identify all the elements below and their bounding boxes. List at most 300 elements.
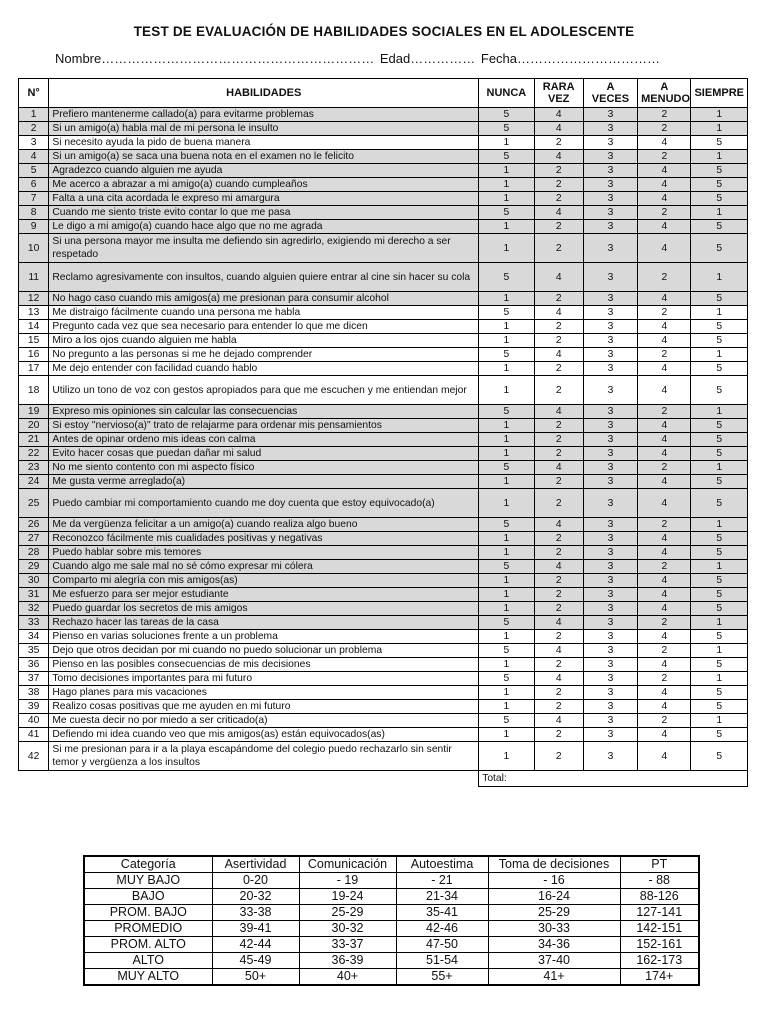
score-category: BAJO	[84, 889, 212, 905]
score-siempre[interactable]: 5	[691, 728, 748, 742]
score-siempre[interactable]: 5	[691, 447, 748, 461]
score-a-menudo[interactable]: 4	[638, 376, 691, 405]
row-number: 4	[19, 150, 49, 164]
score-a-veces[interactable]: 3	[583, 742, 637, 771]
score-range: 50+	[212, 969, 299, 986]
score-siempre[interactable]: 1	[691, 518, 748, 532]
score-a-menudo[interactable]: 4	[638, 700, 691, 714]
score-a-menudo[interactable]: 2	[638, 405, 691, 419]
skill-text: Prefiero mantenerme callado(a) para evitarme problemas	[49, 108, 479, 122]
skill-text: Si un amigo(a) se saca una buena nota en el examen no le felicito	[49, 150, 479, 164]
score-nunca[interactable]: 1	[479, 376, 534, 405]
row-number: 3	[19, 136, 49, 150]
score-row	[84, 921, 699, 937]
score-nunca[interactable]: 1	[479, 320, 534, 334]
score-siempre[interactable]: 5	[691, 489, 748, 518]
score-rara-vez[interactable]: 2	[534, 376, 583, 405]
score-a-menudo[interactable]: 4	[638, 686, 691, 700]
score-nunca[interactable]: 1	[479, 334, 534, 348]
table-row	[19, 616, 748, 630]
score-siempre[interactable]: 1	[691, 150, 748, 164]
score-rara-vez[interactable]: 2	[534, 136, 583, 150]
skill-text: Si me presionan para ir a la playa escapándome del colegio puedo rechazarlo sin sentir temor y vergüenza a los insultos	[49, 742, 479, 771]
score-a-menudo[interactable]: 4	[638, 419, 691, 433]
score-siempre[interactable]: 1	[691, 206, 748, 220]
skill-text: Pienso en varias soluciones frente a un problema	[49, 630, 479, 644]
score-a-veces[interactable]: 3	[583, 447, 637, 461]
score-a-menudo[interactable]: 4	[638, 178, 691, 192]
table-row	[19, 546, 748, 560]
score-rara-vez[interactable]: 2	[534, 742, 583, 771]
score-siempre[interactable]: 1	[691, 560, 748, 574]
score-a-menudo[interactable]: 4	[638, 602, 691, 616]
skill-text: Defiendo mi idea cuando veo que mis amigos(as) están equivocados(as)	[49, 728, 479, 742]
score-siempre[interactable]: 5	[691, 136, 748, 150]
row-number: 26	[19, 518, 49, 532]
score-a-menudo[interactable]: 4	[638, 136, 691, 150]
score-a-menudo[interactable]: 4	[638, 588, 691, 602]
score-a-menudo[interactable]: 4	[638, 742, 691, 771]
score-row	[84, 969, 699, 986]
score-a-veces[interactable]: 3	[583, 532, 637, 546]
score-rara-vez[interactable]: 2	[534, 447, 583, 461]
score-a-menudo[interactable]: 4	[638, 489, 691, 518]
score-range: 42-46	[396, 921, 488, 937]
score-a-menudo[interactable]: 2	[638, 348, 691, 362]
score-a-menudo[interactable]: 2	[638, 122, 691, 136]
score-nunca[interactable]: 1	[479, 475, 534, 489]
score-nunca[interactable]: 1	[479, 192, 534, 206]
table-row	[19, 405, 748, 419]
score-a-veces[interactable]: 3	[583, 164, 637, 178]
score-a-menudo[interactable]: 4	[638, 220, 691, 234]
score-a-veces[interactable]: 3	[583, 588, 637, 602]
table-row	[19, 122, 748, 136]
fecha-field[interactable]: Fecha……………………………	[480, 51, 661, 66]
score-siempre[interactable]: 1	[691, 461, 748, 475]
skill-text: Hago planes para mis vacaciones	[49, 686, 479, 700]
score-siempre[interactable]: 5	[691, 362, 748, 376]
score-range: - 19	[299, 873, 396, 889]
score-siempre[interactable]: 5	[691, 292, 748, 306]
score-rara-vez[interactable]: 4	[534, 560, 583, 574]
score-range: 162-173	[620, 953, 699, 969]
score-rara-vez[interactable]: 4	[534, 461, 583, 475]
score-rara-vez[interactable]: 2	[534, 334, 583, 348]
row-number: 24	[19, 475, 49, 489]
table-row	[19, 714, 748, 728]
score-nunca[interactable]: 1	[479, 686, 534, 700]
score-a-menudo[interactable]: 2	[638, 306, 691, 320]
score-a-veces[interactable]: 3	[583, 334, 637, 348]
score-a-menudo[interactable]: 4	[638, 574, 691, 588]
score-nunca[interactable]: 5	[479, 348, 534, 362]
table-row	[19, 658, 748, 672]
score-nunca[interactable]: 1	[479, 234, 534, 263]
score-siempre[interactable]: 5	[691, 546, 748, 560]
score-a-veces[interactable]: 3	[583, 108, 637, 122]
score-siempre[interactable]: 5	[691, 602, 748, 616]
score-a-veces[interactable]: 3	[583, 320, 637, 334]
score-rara-vez[interactable]: 2	[534, 164, 583, 178]
score-a-veces[interactable]: 3	[583, 630, 637, 644]
score-rara-vez[interactable]: 2	[534, 602, 583, 616]
score-rara-vez[interactable]: 2	[534, 700, 583, 714]
score-a-menudo[interactable]: 2	[638, 150, 691, 164]
score-nunca[interactable]: 1	[479, 433, 534, 447]
score-range: 39-41	[212, 921, 299, 937]
score-a-menudo[interactable]: 2	[638, 108, 691, 122]
score-nunca[interactable]: 1	[479, 630, 534, 644]
score-rara-vez[interactable]: 4	[534, 150, 583, 164]
score-a-menudo[interactable]: 2	[638, 263, 691, 292]
score-a-veces[interactable]: 3	[583, 574, 637, 588]
score-nunca[interactable]: 5	[479, 461, 534, 475]
score-nunca[interactable]: 5	[479, 122, 534, 136]
score-siempre[interactable]: 5	[691, 334, 748, 348]
score-nunca[interactable]: 5	[479, 150, 534, 164]
score-rara-vez[interactable]: 2	[534, 320, 583, 334]
score-range: 51-54	[396, 953, 488, 969]
score-a-veces[interactable]: 3	[583, 602, 637, 616]
score-a-veces[interactable]: 3	[583, 362, 637, 376]
score-nunca[interactable]: 5	[479, 560, 534, 574]
score-range: 40+	[299, 969, 396, 986]
score-a-veces[interactable]: 3	[583, 220, 637, 234]
score-category: MUY BAJO	[84, 873, 212, 889]
score-range: 19-24	[299, 889, 396, 905]
score-rara-vez[interactable]: 2	[534, 588, 583, 602]
table-row	[19, 306, 748, 320]
score-siempre[interactable]: 5	[691, 220, 748, 234]
row-number: 28	[19, 546, 49, 560]
score-siempre[interactable]: 5	[691, 700, 748, 714]
score-rara-vez[interactable]: 4	[534, 405, 583, 419]
skill-text: Utilizo un tono de voz con gestos apropiados para que me escuchen y me entiendan mejor	[49, 376, 479, 405]
score-a-veces[interactable]: 3	[583, 644, 637, 658]
score-a-veces[interactable]: 3	[583, 728, 637, 742]
score-range: 36-39	[299, 953, 396, 969]
row-number: 10	[19, 234, 49, 263]
score-nunca[interactable]: 1	[479, 602, 534, 616]
skill-text: Puedo hablar sobre mis temores	[49, 546, 479, 560]
score-a-veces[interactable]: 3	[583, 672, 637, 686]
score-range: 34-36	[488, 937, 620, 953]
score-siempre[interactable]: 5	[691, 164, 748, 178]
score-a-veces[interactable]: 3	[583, 405, 637, 419]
table-row	[19, 348, 748, 362]
score-a-veces[interactable]: 3	[583, 461, 637, 475]
score-a-veces[interactable]: 3	[583, 348, 637, 362]
score-a-veces[interactable]: 3	[583, 616, 637, 630]
score-siempre[interactable]: 5	[691, 475, 748, 489]
score-siempre[interactable]: 5	[691, 686, 748, 700]
skill-text: Falta a una cita acordada le expreso mi amargura	[49, 192, 479, 206]
score-a-veces[interactable]: 3	[583, 136, 637, 150]
score-rara-vez[interactable]: 2	[534, 178, 583, 192]
score-siempre[interactable]: 1	[691, 672, 748, 686]
score-siempre[interactable]: 5	[691, 588, 748, 602]
score-nunca[interactable]: 1	[479, 546, 534, 560]
skill-text: Evito hacer cosas que puedan dañar mi salud	[49, 447, 479, 461]
score-rara-vez[interactable]: 2	[534, 475, 583, 489]
score-a-menudo[interactable]: 4	[638, 433, 691, 447]
score-a-veces[interactable]: 3	[583, 518, 637, 532]
row-number: 2	[19, 122, 49, 136]
score-range: 127-141	[620, 905, 699, 921]
score-category: PROMEDIO	[84, 921, 212, 937]
score-rara-vez[interactable]: 2	[534, 419, 583, 433]
score-nunca[interactable]: 1	[479, 588, 534, 602]
score-range: 25-29	[488, 905, 620, 921]
score-siempre[interactable]: 1	[691, 714, 748, 728]
score-row	[84, 905, 699, 921]
score-nunca[interactable]: 5	[479, 263, 534, 292]
score-rara-vez[interactable]: 2	[534, 574, 583, 588]
score-nunca[interactable]: 1	[479, 164, 534, 178]
score-a-veces[interactable]: 3	[583, 560, 637, 574]
score-range: - 16	[488, 873, 620, 889]
score-nunca[interactable]: 1	[479, 658, 534, 672]
score-a-veces[interactable]: 3	[583, 178, 637, 192]
score-nunca[interactable]: 1	[479, 532, 534, 546]
score-a-menudo[interactable]: 4	[638, 334, 691, 348]
score-rara-vez[interactable]: 2	[534, 658, 583, 672]
row-number: 6	[19, 178, 49, 192]
score-a-veces[interactable]: 3	[583, 122, 637, 136]
score-siempre[interactable]: 5	[691, 532, 748, 546]
table-row	[19, 192, 748, 206]
score-rara-vez[interactable]: 4	[534, 518, 583, 532]
score-a-menudo[interactable]: 2	[638, 461, 691, 475]
score-a-veces[interactable]: 3	[583, 658, 637, 672]
nombre-field[interactable]: Nombre………………………………………………………	[55, 51, 375, 66]
edad-field[interactable]: Edad……………	[379, 51, 476, 66]
score-a-veces[interactable]: 3	[583, 419, 637, 433]
score-header-categoria: Categoría	[84, 856, 212, 873]
score-a-menudo[interactable]: 4	[638, 164, 691, 178]
score-a-menudo[interactable]: 2	[638, 560, 691, 574]
score-rara-vez[interactable]: 2	[534, 728, 583, 742]
score-a-veces[interactable]: 3	[583, 700, 637, 714]
score-a-veces[interactable]: 3	[583, 433, 637, 447]
score-header-toma-decisiones: Toma de decisiones	[488, 856, 620, 873]
score-nunca[interactable]: 1	[479, 489, 534, 518]
score-siempre[interactable]: 5	[691, 742, 748, 771]
score-range: 33-37	[299, 937, 396, 953]
score-a-menudo[interactable]: 2	[638, 714, 691, 728]
score-nunca[interactable]: 5	[479, 405, 534, 419]
score-rara-vez[interactable]: 4	[534, 263, 583, 292]
score-nunca[interactable]: 5	[479, 616, 534, 630]
score-a-veces[interactable]: 3	[583, 306, 637, 320]
score-nunca[interactable]: 1	[479, 742, 534, 771]
score-a-menudo[interactable]: 2	[638, 672, 691, 686]
score-a-menudo[interactable]: 2	[638, 616, 691, 630]
score-range: - 21	[396, 873, 488, 889]
row-number: 33	[19, 616, 49, 630]
score-range: 47-50	[396, 937, 488, 953]
score-siempre[interactable]: 1	[691, 263, 748, 292]
skill-text: Miro a los ojos cuando alguien me habla	[49, 334, 479, 348]
skill-text: Tomo decisiones importantes para mi futuro	[49, 672, 479, 686]
score-a-menudo[interactable]: 4	[638, 320, 691, 334]
row-number: 20	[19, 419, 49, 433]
score-siempre[interactable]: 5	[691, 630, 748, 644]
score-a-veces[interactable]: 3	[583, 489, 637, 518]
score-a-menudo[interactable]: 4	[638, 192, 691, 206]
row-number: 37	[19, 672, 49, 686]
score-a-menudo[interactable]: 4	[638, 630, 691, 644]
score-siempre[interactable]: 1	[691, 644, 748, 658]
score-rara-vez[interactable]: 2	[534, 546, 583, 560]
score-rara-vez[interactable]: 4	[534, 306, 583, 320]
score-rara-vez[interactable]: 2	[534, 234, 583, 263]
score-rara-vez[interactable]: 4	[534, 714, 583, 728]
score-rara-vez[interactable]: 4	[534, 672, 583, 686]
score-range: 41+	[488, 969, 620, 986]
score-rara-vez[interactable]: 2	[534, 489, 583, 518]
score-siempre[interactable]: 1	[691, 306, 748, 320]
score-rara-vez[interactable]: 4	[534, 616, 583, 630]
score-a-veces[interactable]: 3	[583, 546, 637, 560]
score-nunca[interactable]: 1	[479, 220, 534, 234]
skill-text: Si estoy "nervioso(a)" trato de relajarme para ordenar mis pensamientos	[49, 419, 479, 433]
score-rara-vez[interactable]: 4	[534, 206, 583, 220]
table-row	[19, 220, 748, 234]
score-a-veces[interactable]: 3	[583, 234, 637, 263]
row-number: 23	[19, 461, 49, 475]
score-a-veces[interactable]: 3	[583, 150, 637, 164]
score-siempre[interactable]: 1	[691, 122, 748, 136]
score-nunca[interactable]: 1	[479, 700, 534, 714]
score-nunca[interactable]: 5	[479, 714, 534, 728]
score-siempre[interactable]: 5	[691, 658, 748, 672]
score-a-menudo[interactable]: 4	[638, 728, 691, 742]
score-a-veces[interactable]: 3	[583, 686, 637, 700]
score-range: 30-32	[299, 921, 396, 937]
score-a-menudo[interactable]: 4	[638, 447, 691, 461]
score-siempre[interactable]: 5	[691, 234, 748, 263]
score-nunca[interactable]: 5	[479, 206, 534, 220]
table-row	[19, 433, 748, 447]
score-rara-vez[interactable]: 2	[534, 532, 583, 546]
score-a-veces[interactable]: 3	[583, 376, 637, 405]
row-number: 9	[19, 220, 49, 234]
score-rara-vez[interactable]: 2	[534, 630, 583, 644]
score-range: 21-34	[396, 889, 488, 905]
score-nunca[interactable]: 5	[479, 518, 534, 532]
score-a-menudo[interactable]: 4	[638, 475, 691, 489]
score-siempre[interactable]: 1	[691, 348, 748, 362]
table-row	[19, 292, 748, 306]
score-nunca[interactable]: 5	[479, 672, 534, 686]
score-a-menudo[interactable]: 4	[638, 546, 691, 560]
score-rara-vez[interactable]: 2	[534, 362, 583, 376]
skill-text: No hago caso cuando mis amigos(a) me presionan para consumir alcohol	[49, 292, 479, 306]
score-nunca[interactable]: 1	[479, 292, 534, 306]
skill-text: Cuando algo me sale mal no sé cómo expresar mi cólera	[49, 560, 479, 574]
score-siempre[interactable]: 1	[691, 405, 748, 419]
table-row	[19, 588, 748, 602]
score-range: 152-161	[620, 937, 699, 953]
score-rara-vez[interactable]: 4	[534, 644, 583, 658]
total-label[interactable]: Total:	[479, 771, 748, 787]
score-a-veces[interactable]: 3	[583, 192, 637, 206]
total-spacer	[19, 771, 479, 787]
score-nunca[interactable]: 5	[479, 108, 534, 122]
score-a-menudo[interactable]: 4	[638, 658, 691, 672]
score-rara-vez[interactable]: 2	[534, 192, 583, 206]
score-nunca[interactable]: 1	[479, 362, 534, 376]
table-row	[19, 419, 748, 433]
score-rara-vez[interactable]: 2	[534, 292, 583, 306]
score-nunca[interactable]: 5	[479, 306, 534, 320]
score-a-menudo[interactable]: 2	[638, 206, 691, 220]
score-siempre[interactable]: 1	[691, 108, 748, 122]
score-rara-vez[interactable]: 2	[534, 220, 583, 234]
skill-text: No pregunto a las personas si me he dejado comprender	[49, 348, 479, 362]
table-row	[19, 728, 748, 742]
score-header-comunicacion: Comunicación	[299, 856, 396, 873]
score-siempre[interactable]: 5	[691, 192, 748, 206]
score-siempre[interactable]: 5	[691, 433, 748, 447]
score-a-veces[interactable]: 3	[583, 263, 637, 292]
score-a-menudo[interactable]: 4	[638, 362, 691, 376]
score-a-veces[interactable]: 3	[583, 206, 637, 220]
score-a-menudo[interactable]: 4	[638, 234, 691, 263]
score-rara-vez[interactable]: 4	[534, 108, 583, 122]
score-range: 35-41	[396, 905, 488, 921]
score-nunca[interactable]: 5	[479, 644, 534, 658]
score-a-veces[interactable]: 3	[583, 292, 637, 306]
score-a-menudo[interactable]: 2	[638, 518, 691, 532]
score-header-pt: PT	[620, 856, 699, 873]
table-row	[19, 489, 748, 518]
score-rara-vez[interactable]: 4	[534, 348, 583, 362]
score-a-menudo[interactable]: 2	[638, 644, 691, 658]
score-siempre[interactable]: 5	[691, 320, 748, 334]
score-nunca[interactable]: 1	[479, 574, 534, 588]
score-a-menudo[interactable]: 4	[638, 292, 691, 306]
row-number: 41	[19, 728, 49, 742]
score-nunca[interactable]: 1	[479, 447, 534, 461]
score-siempre[interactable]: 5	[691, 419, 748, 433]
score-siempre[interactable]: 5	[691, 178, 748, 192]
table-row	[19, 320, 748, 334]
score-rara-vez[interactable]: 2	[534, 686, 583, 700]
score-siempre[interactable]: 5	[691, 574, 748, 588]
skill-text: Si necesito ayuda la pido de buena manera	[49, 136, 479, 150]
row-number: 38	[19, 686, 49, 700]
score-a-veces[interactable]: 3	[583, 714, 637, 728]
score-a-veces[interactable]: 3	[583, 475, 637, 489]
score-nunca[interactable]: 1	[479, 136, 534, 150]
score-a-menudo[interactable]: 4	[638, 532, 691, 546]
score-siempre[interactable]: 1	[691, 616, 748, 630]
score-nunca[interactable]: 1	[479, 178, 534, 192]
score-range: 16-24	[488, 889, 620, 905]
skill-text: Agradezco cuando alguien me ayuda	[49, 164, 479, 178]
score-nunca[interactable]: 1	[479, 419, 534, 433]
score-nunca[interactable]: 1	[479, 728, 534, 742]
score-rara-vez[interactable]: 4	[534, 122, 583, 136]
score-siempre[interactable]: 5	[691, 376, 748, 405]
row-number: 17	[19, 362, 49, 376]
score-rara-vez[interactable]: 2	[534, 433, 583, 447]
skill-text: Pienso en las posibles consecuencias de mis decisiones	[49, 658, 479, 672]
score-row	[84, 953, 699, 969]
